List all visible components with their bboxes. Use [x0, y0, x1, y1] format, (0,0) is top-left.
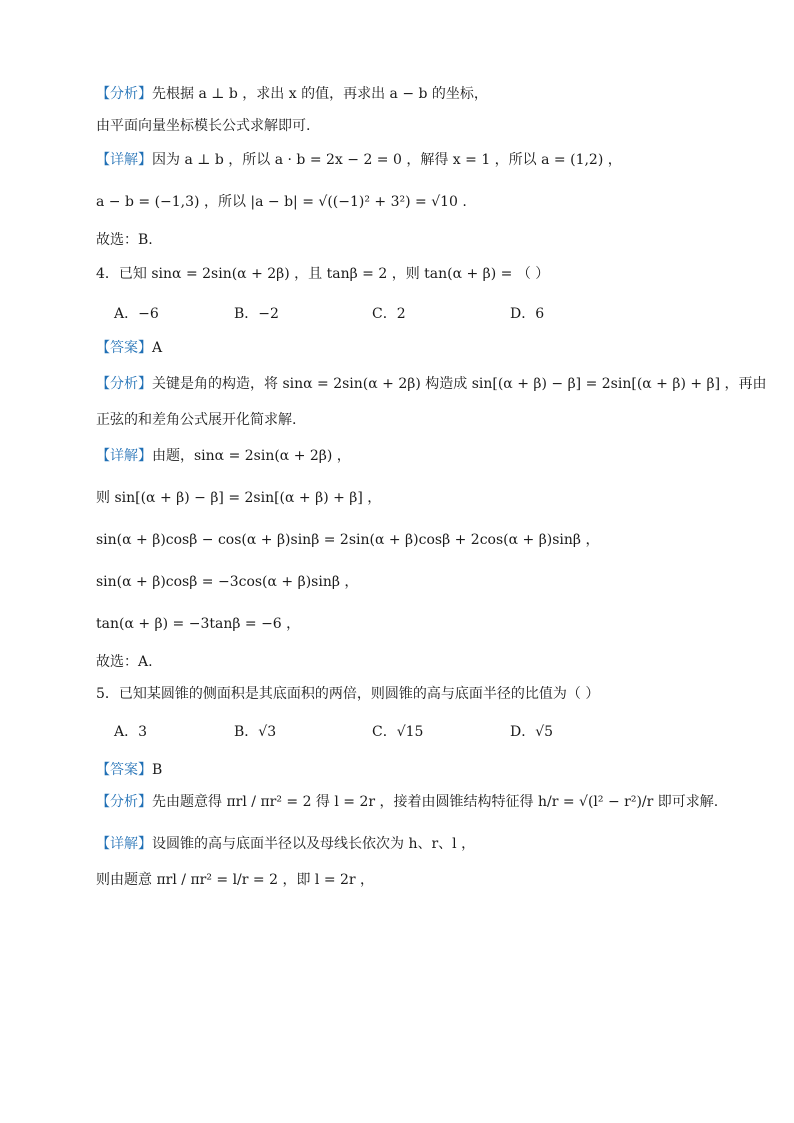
option-b: B．√3: [234, 724, 277, 740]
line-text: sin(α + β)cosβ = −3cos(α + β)sinβ ，: [96, 574, 359, 590]
detail-4-step-2: [96, 530, 599, 550]
line-text: 关键是角的构造，将 sinα = 2sin(α + 2β) 构造成 sin[(α + β) − β] = 2sin[(α + β) + β] ，再由: [152, 376, 767, 392]
option-c: C．2: [372, 306, 406, 322]
line-text: 故选：A.: [96, 654, 153, 670]
answer-4: [96, 338, 162, 358]
option-a: A．−6: [114, 306, 159, 322]
option-b: B．−2: [234, 306, 279, 322]
analysis-4-cont: [96, 410, 296, 430]
tag-label: 【详解】: [96, 448, 152, 464]
question-5: [96, 684, 599, 704]
analysis-5: [96, 792, 718, 812]
answer-5: [96, 760, 162, 780]
line-text: 由题，sinα = 2sin(α + 2β) ，: [152, 448, 351, 464]
tag-label: 【分析】: [96, 794, 152, 810]
line-analysis-1-cont: [96, 116, 310, 136]
line-text: tan(α + β) = −3tanβ = −6 ，: [96, 616, 301, 632]
tag-label: 【答案】: [96, 340, 152, 356]
line-text: B: [152, 762, 163, 778]
detail-4-step-4: [96, 614, 300, 634]
question-4-options: [114, 304, 544, 324]
detail-4-step-1: [96, 488, 381, 508]
line-choice-3: [96, 230, 153, 250]
option-d: D．√5: [510, 724, 554, 740]
tag-label: 【分析】: [96, 86, 152, 102]
line-text: 4．已知 sinα = 2sin(α + 2β) ，且 tanβ = 2 ，则 tan(α + β) = （ ）: [96, 266, 550, 282]
line-text: 先由题意得 πrl / πr² = 2 得 l = 2r ，接着由圆锥结构特征得 h/r = √(l² − r²)/r 即可求解.: [152, 794, 719, 810]
line-text: 故选：B.: [96, 232, 153, 248]
choice-4: [96, 652, 153, 672]
line-text: 由平面向量坐标模长公式求解即可.: [96, 118, 311, 134]
line-text: a − b = (−1,3) ，所以 |a − b| = √((−1)² + 3²) = √10 .: [96, 194, 467, 210]
line-text: 则由题意 πrl / πr² = l/r = 2 ，即 l = 2r ，: [96, 872, 375, 888]
line-text: 则 sin[(α + β) − β] = 2sin[(α + β) + β] ，: [96, 490, 382, 506]
detail-4: [96, 446, 351, 466]
line-text: 设圆锥的高与底面半径以及母线长依次为 h、r、l ，: [152, 836, 476, 852]
option-a: A．3: [114, 724, 148, 740]
question-4: [96, 264, 549, 284]
tag-label: 【详解】: [96, 836, 152, 852]
line-analysis-1: [96, 84, 488, 104]
analysis-4: [96, 374, 767, 394]
line-text: 因为 a ⊥ b ，所以 a · b = 2x − 2 = 0 ，解得 x = 1 ，所以 a = (1,2) ，: [152, 152, 622, 168]
detail-5-step-1: [96, 870, 374, 890]
tag-label: 【详解】: [96, 152, 152, 168]
option-d: D．6: [510, 306, 545, 322]
line-text: sin(α + β)cosβ − cos(α + β)sinβ = 2sin(α + β)cosβ + 2cos(α + β)sinβ ，: [96, 532, 600, 548]
line-detail-1-cont: [96, 192, 467, 212]
detail-4-step-3: [96, 572, 358, 592]
question-5-options: [114, 722, 553, 742]
option-c: C．√15: [372, 724, 424, 740]
tag-label: 【答案】: [96, 762, 152, 778]
detail-5: [96, 834, 475, 854]
line-detail-1: [96, 150, 622, 170]
line-text: 5．已知某圆锥的侧面积是其底面积的两倍，则圆锥的高与底面半径的比值为（ ）: [96, 686, 600, 702]
line-text: 正弦的和差角公式展开化简求解.: [96, 412, 297, 428]
line-text: A: [152, 340, 163, 356]
line-text: 先根据 a ⊥ b ，求出 x 的值，再求出 a − b 的坐标，: [152, 86, 488, 102]
tag-label: 【分析】: [96, 376, 152, 392]
